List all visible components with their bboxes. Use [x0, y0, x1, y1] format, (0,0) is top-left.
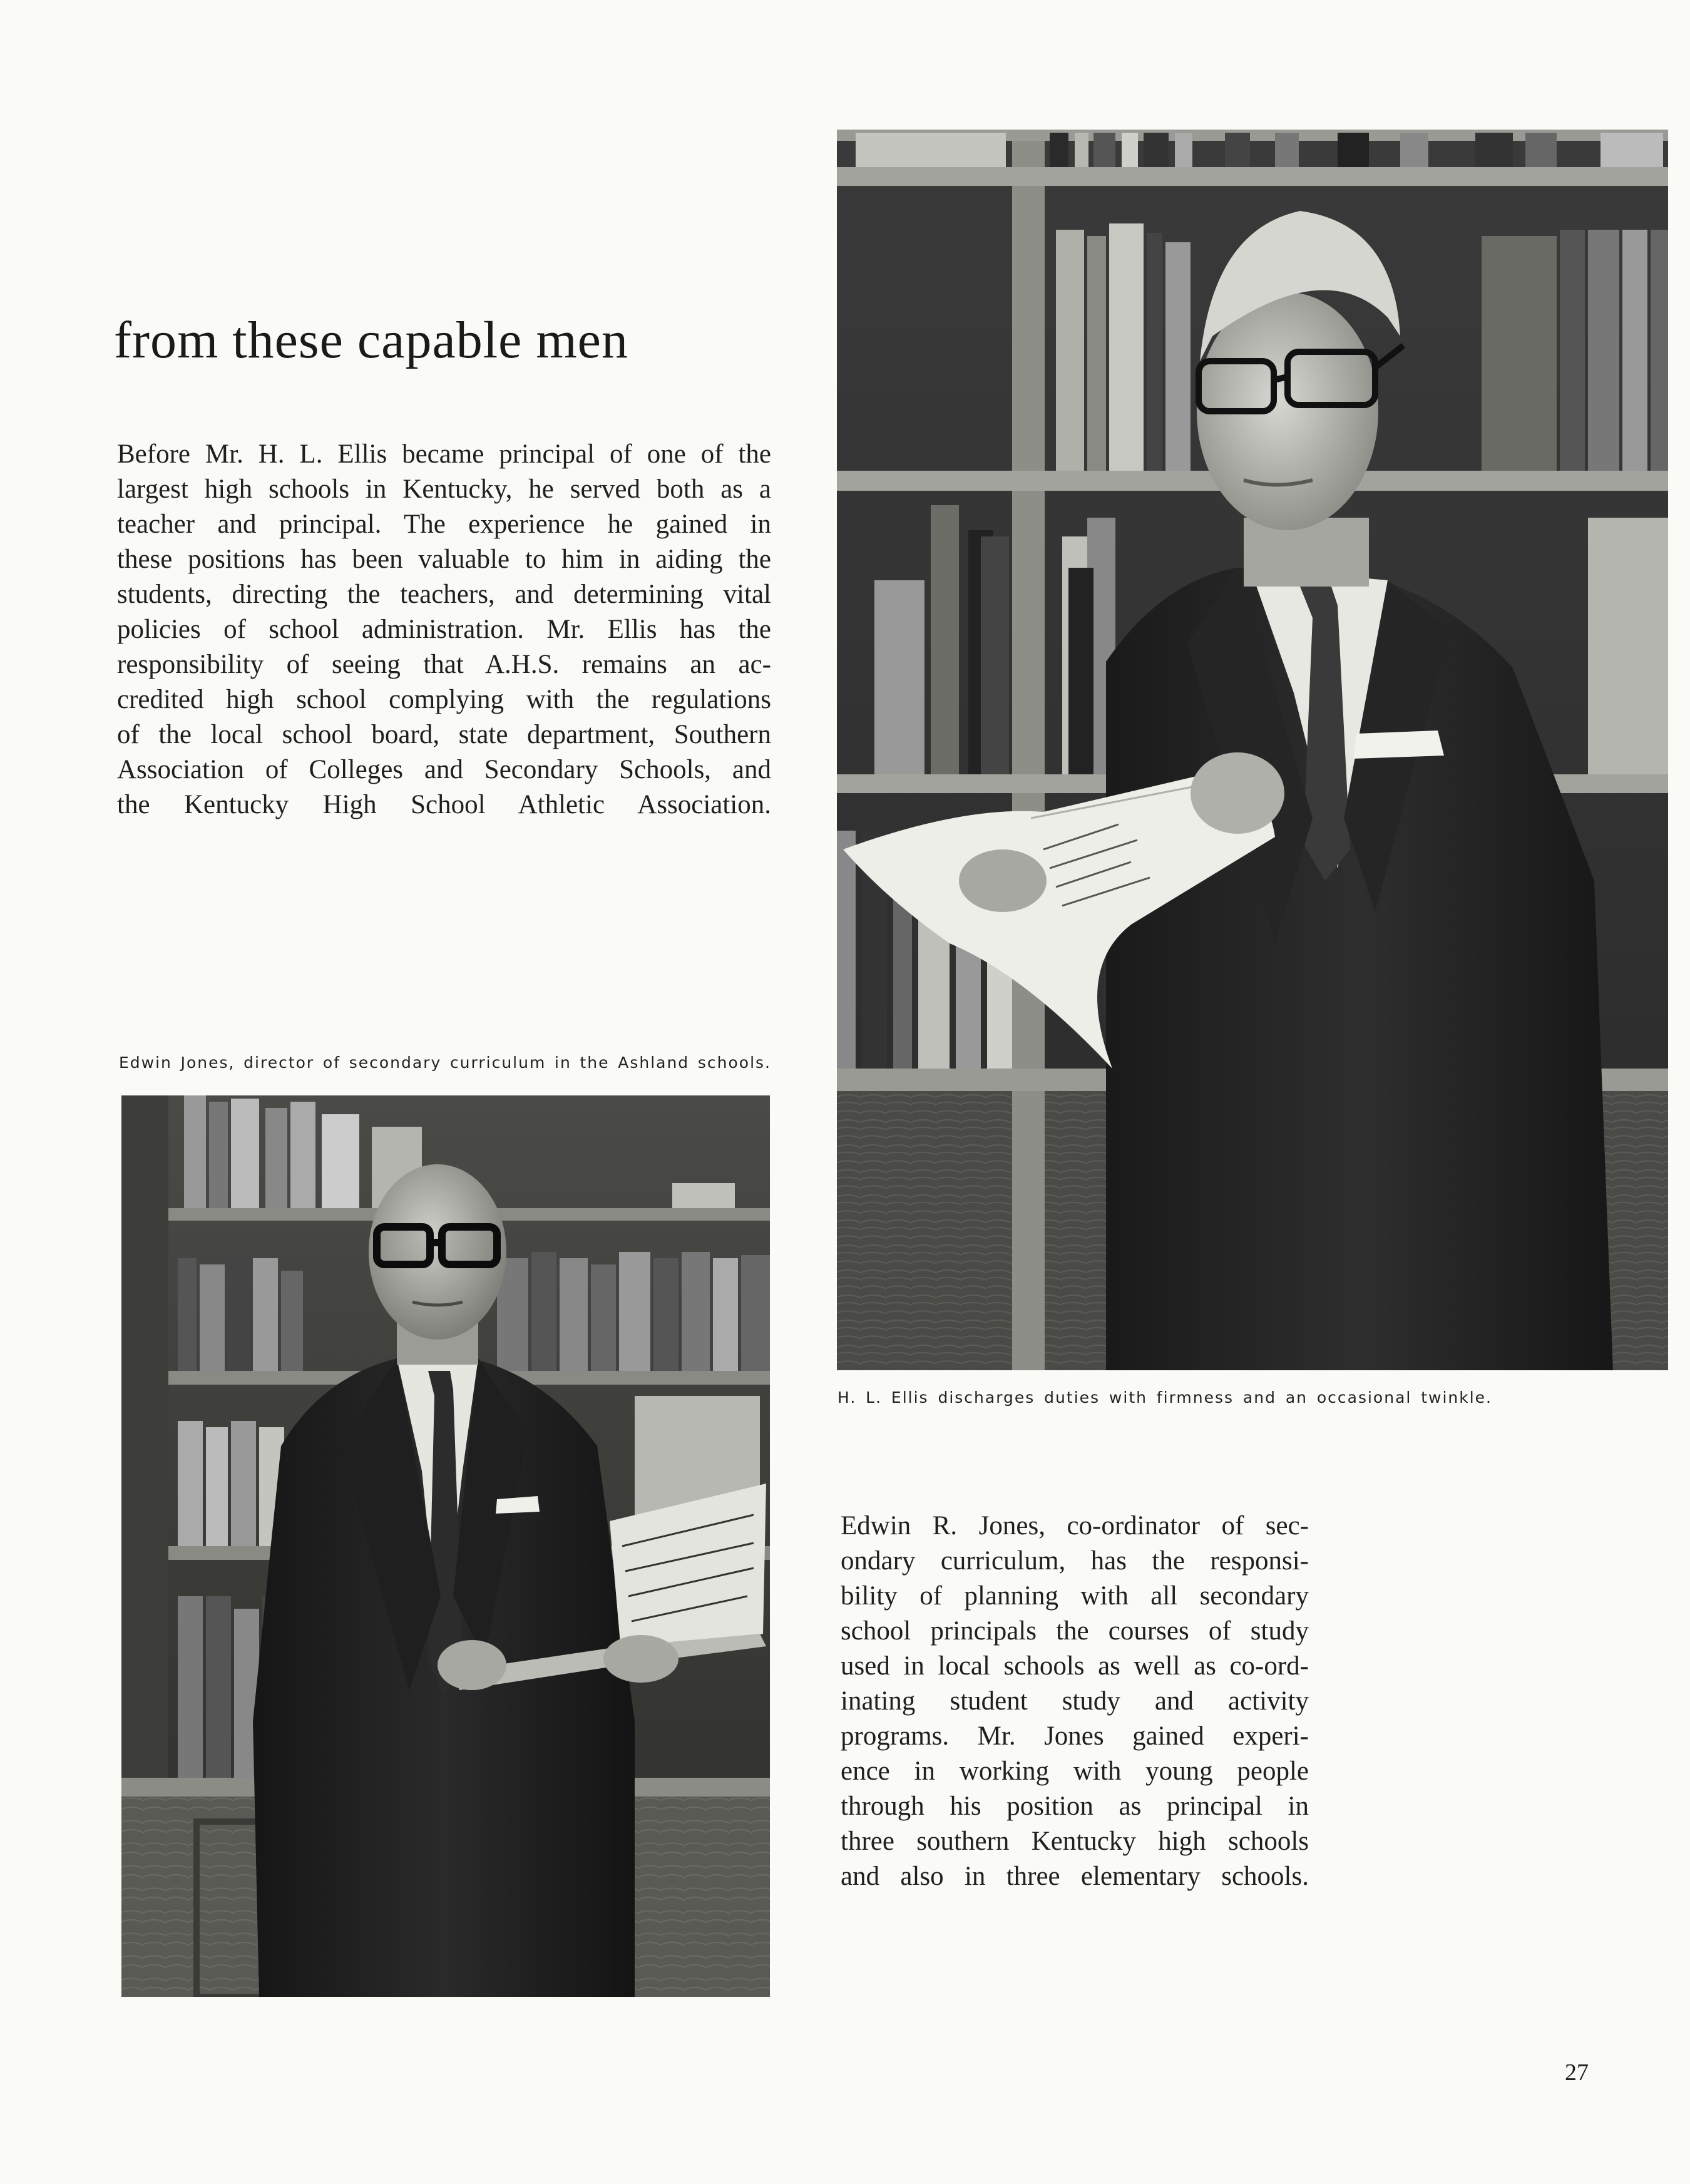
text-line: and also in three elementary schools.: [841, 1862, 1309, 1891]
jones-photo: [121, 1095, 770, 1997]
text-line: ence in working with young people: [841, 1756, 1309, 1786]
jones-photo-caption: Edwin Jones, director of secondary curriculum in the Ashland schools.: [119, 1054, 771, 1072]
text-line: programs. Mr. Jones gained experi-: [841, 1721, 1309, 1751]
text-line: inating student study and activity: [841, 1686, 1309, 1716]
text-line: bility of planning with all secondary: [841, 1581, 1309, 1611]
text-line: through his position as principal in: [841, 1792, 1309, 1821]
text-line: used in local schools as well as co-ord-: [841, 1651, 1309, 1681]
page-heading: from these capable men: [114, 311, 628, 369]
text-line: largest high schools in Kentucky, he served both as a: [117, 474, 771, 504]
text-line: Edwin R. Jones, co-ordinator of sec-: [841, 1511, 1309, 1541]
text-line: responsibility of seeing that A.H.S. remains an ac-: [117, 650, 771, 679]
page-number: 27: [1565, 2059, 1589, 2086]
jones-paragraph: [841, 1509, 1309, 1894]
text-line: ondary curriculum, has the responsi-: [841, 1546, 1309, 1576]
ellis-paragraph: [117, 437, 771, 823]
text-line: these positions has been valuable to him in aiding the: [117, 545, 771, 574]
text-line: the Kentucky High School Athletic Association.: [117, 790, 771, 819]
text-line: students, directing the teachers, and determining vital: [117, 580, 771, 609]
text-line: policies of school administration. Mr. Ellis has the: [117, 615, 771, 644]
text-line: Association of Colleges and Secondary Schools, and: [117, 755, 771, 784]
text-line: Before Mr. H. L. Ellis became principal of one of the: [117, 439, 771, 469]
ellis-photo-caption: H. L. Ellis discharges duties with firmness and an occasional twinkle.: [837, 1388, 1492, 1407]
text-line: three southern Kentucky high schools: [841, 1827, 1309, 1856]
text-line: credited high school complying with the regulations: [117, 685, 771, 714]
text-line: of the local school board, state department, Southern: [117, 720, 771, 749]
text-line: teacher and principal. The experience he gained in: [117, 510, 771, 539]
ellis-photo: [837, 130, 1668, 1370]
text-line: school principals the courses of study: [841, 1616, 1309, 1646]
